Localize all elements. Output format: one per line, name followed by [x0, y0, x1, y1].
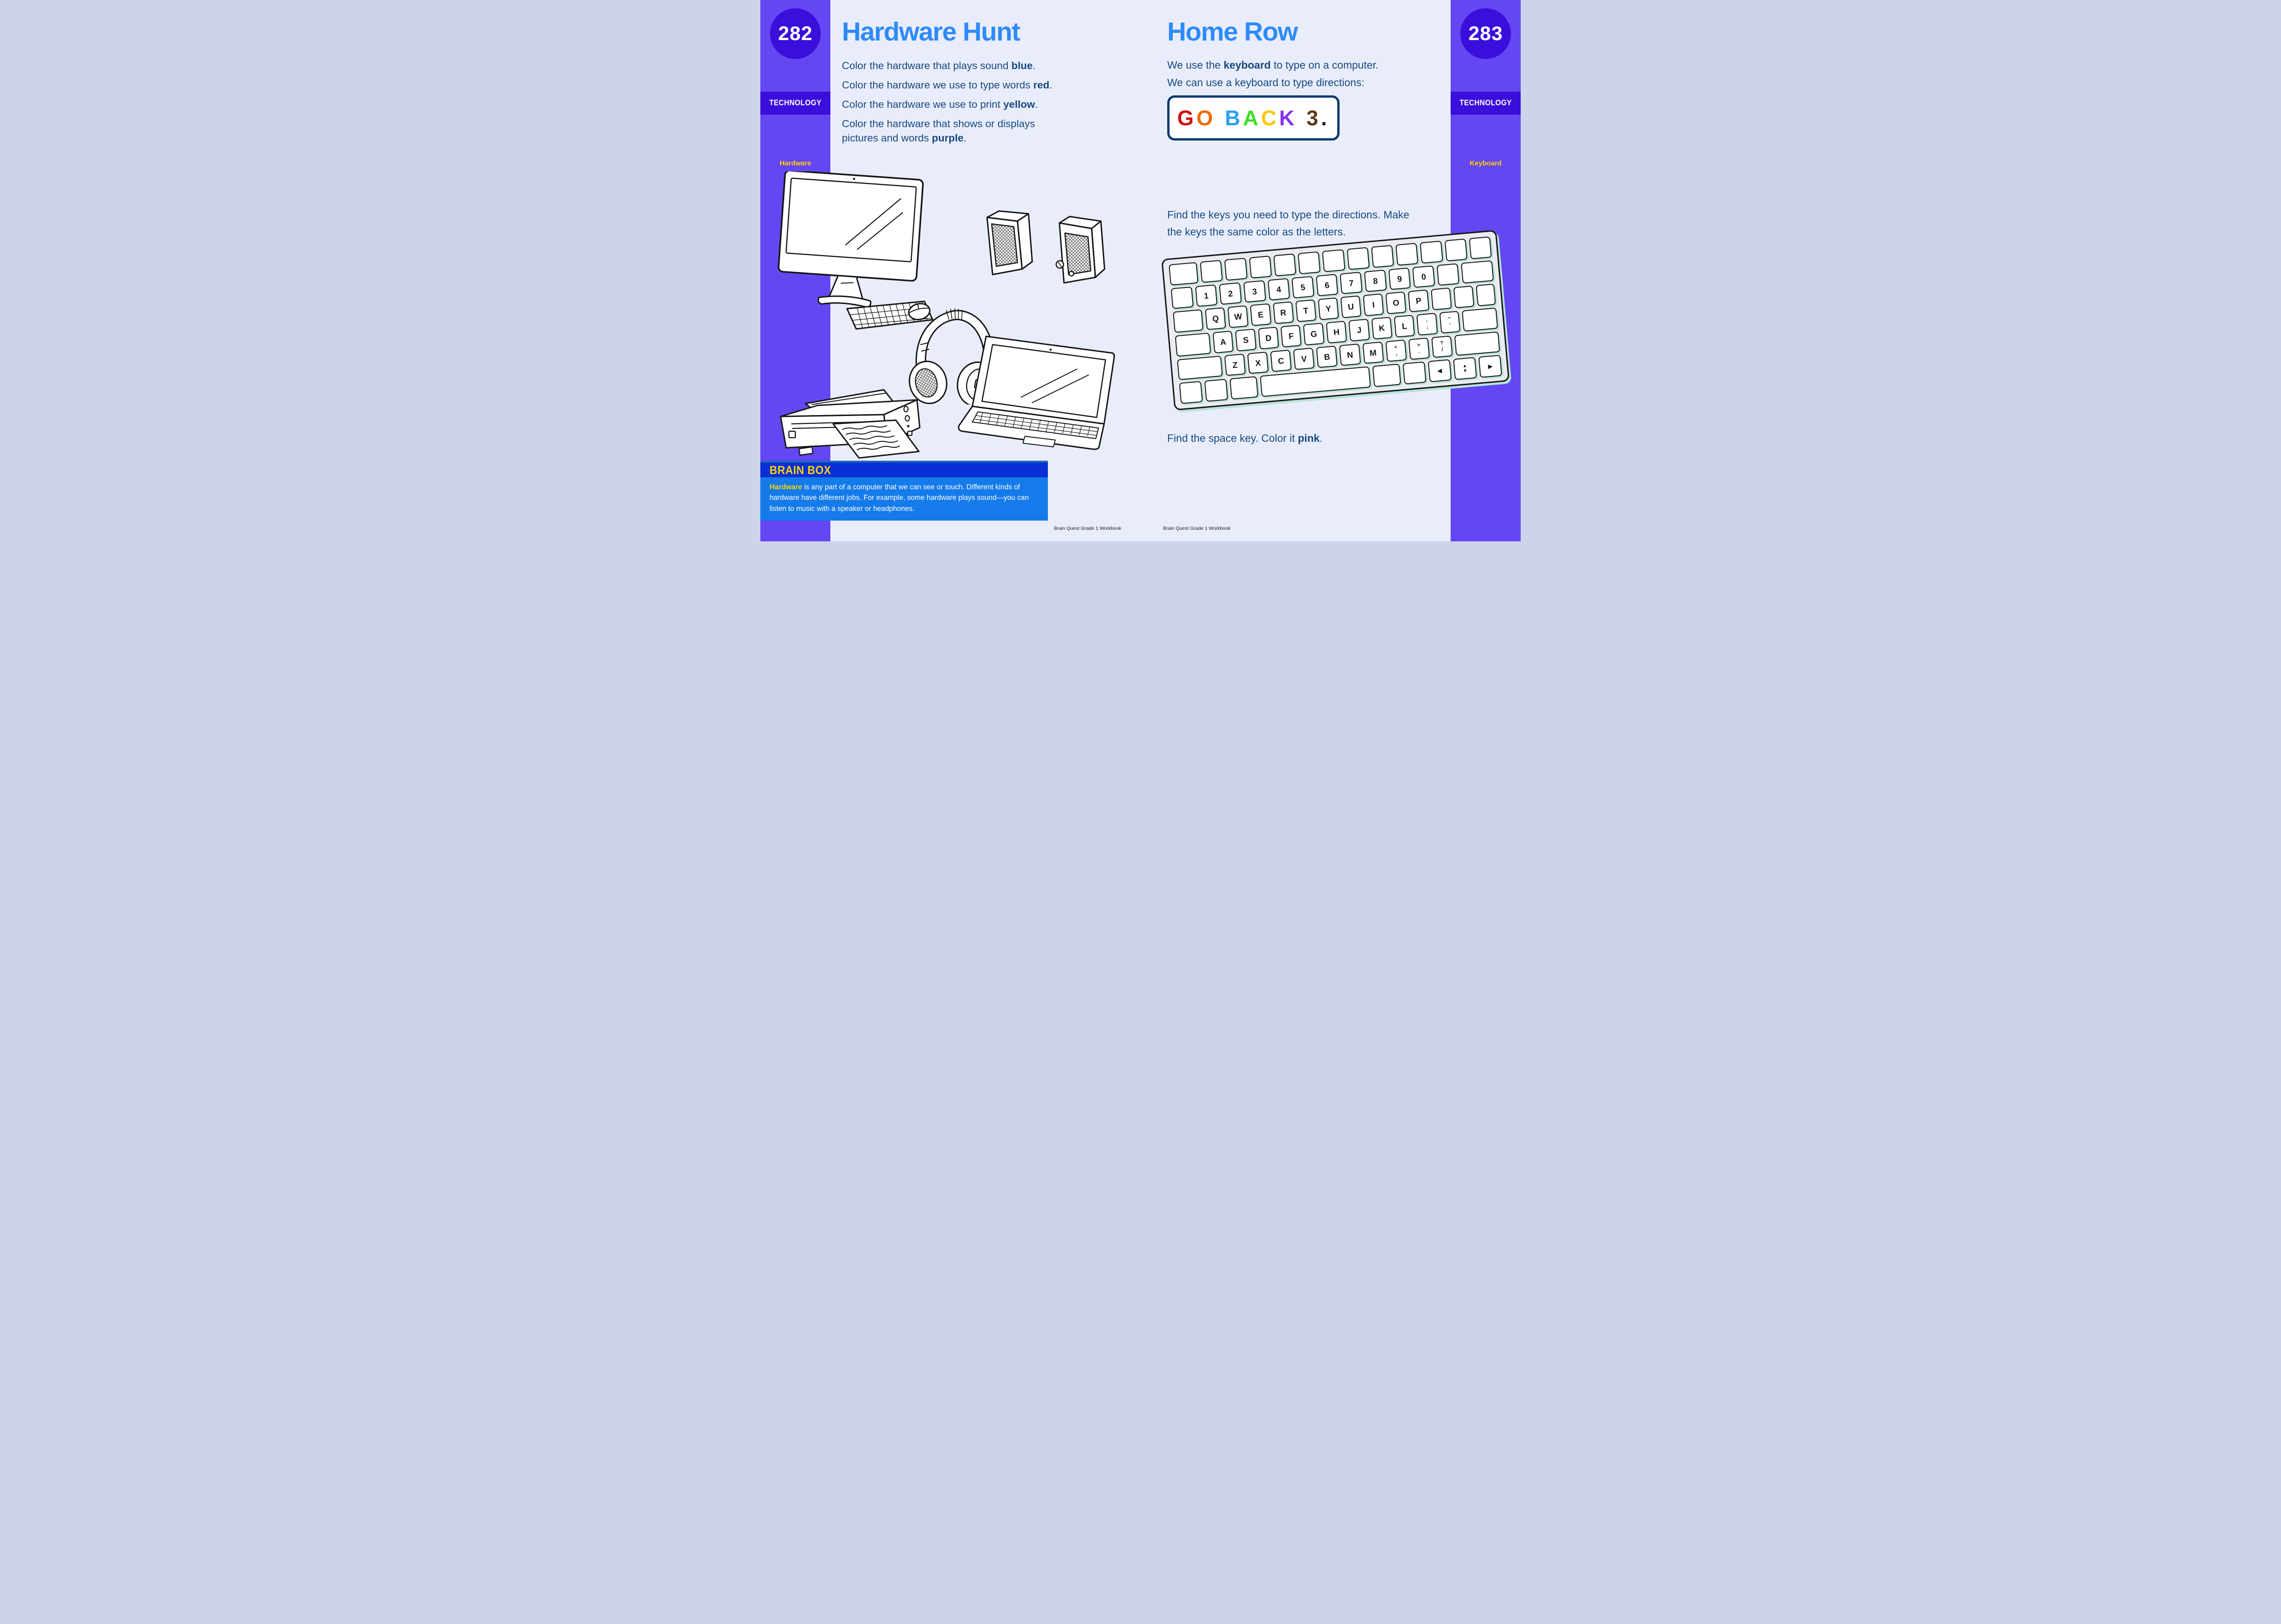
brain-box-term: Hardware — [770, 483, 802, 491]
key-V: V — [1293, 347, 1315, 370]
intro-line: We can use a keyboard to type directions: — [1167, 76, 1364, 88]
blank-key — [1177, 356, 1223, 381]
blank-key — [1173, 310, 1204, 333]
key-4: 4 — [1267, 278, 1290, 300]
key-▶: ▶ — [1478, 355, 1502, 378]
key-◀: ◀ — [1428, 359, 1452, 382]
key-J: J — [1348, 319, 1370, 341]
direction-letter: C — [1261, 106, 1279, 130]
key-C: C — [1270, 350, 1292, 372]
blank-key — [1420, 240, 1443, 264]
left-footer: Brain Quest Grade 1 Workbook — [1054, 526, 1122, 531]
workbook-spread — [760, 0, 1521, 541]
key-W: W — [1228, 305, 1249, 328]
key-5: 5 — [1292, 276, 1314, 299]
blank-key — [1249, 256, 1272, 279]
blank-key — [1430, 287, 1452, 310]
key-▼: ▲ ▼ — [1453, 357, 1477, 380]
blank-key — [1395, 243, 1418, 266]
key-7: 7 — [1340, 271, 1363, 294]
key-/: ? / — [1431, 335, 1453, 358]
right-section-band — [1451, 92, 1521, 115]
direction-letter: K — [1279, 106, 1298, 130]
left-page-number: 282 — [778, 22, 813, 45]
blank-key — [1169, 262, 1199, 286]
right-footer: Brain Quest Grade 1 Workbook — [1163, 526, 1231, 531]
blank-key — [1204, 379, 1228, 402]
key-I: I — [1363, 293, 1384, 316]
blank-key — [1372, 364, 1401, 387]
brain-box-body: Hardware is any part of a computer that we can see or touch. Different kinds of hardware have different jobs. For example, some hardware plays sound—you can listen to music with a speaker or headphones. — [760, 477, 1048, 521]
blank-key — [1469, 236, 1492, 259]
blank-key — [1229, 376, 1258, 400]
direction-letter: 3 — [1306, 106, 1321, 130]
intro-line: We use the keyboard to type on a computer. — [1167, 59, 1379, 71]
instruction-line: Color the hardware that plays sound blue. — [842, 60, 1036, 71]
key-,: < , — [1385, 340, 1407, 362]
key-.: > . — [1408, 337, 1430, 360]
right-topic-label: Keyboard — [1470, 159, 1502, 167]
left-section-label: TECHNOLOGY — [769, 98, 822, 108]
blank-key — [1171, 287, 1193, 309]
instruction-line: Color the hardware that shows or displays — [842, 118, 1035, 129]
direction-word — [1177, 106, 1330, 130]
printer-illustration — [773, 385, 926, 459]
blank-key — [1462, 307, 1498, 331]
blank-key — [1476, 284, 1496, 306]
key-T: T — [1295, 299, 1317, 322]
direction-letter: . — [1321, 106, 1330, 130]
speakers-illustration — [982, 207, 1121, 299]
blank-key — [1453, 286, 1474, 308]
key-A: A — [1212, 331, 1234, 353]
key-9: 9 — [1388, 267, 1411, 290]
key-H: H — [1326, 321, 1347, 343]
key-;: : ; — [1417, 313, 1438, 335]
blank-key — [1461, 260, 1494, 284]
blank-key — [1200, 260, 1223, 283]
blank-key — [1444, 239, 1467, 262]
left-section-band — [760, 92, 830, 115]
right-intro — [1167, 56, 1379, 91]
left-instructions — [842, 59, 1052, 145]
key-P: P — [1408, 290, 1429, 312]
blank-key — [1454, 331, 1500, 356]
instruction-line: Color the hardware we use to type words red. — [842, 79, 1052, 91]
space-key-prompt: Find the space key. Color it pink. — [1167, 432, 1323, 444]
right-page-title: Home Row — [1167, 17, 1298, 47]
blank-key — [1298, 252, 1321, 275]
key-S: S — [1235, 328, 1256, 351]
direction-letter: A — [1243, 106, 1261, 130]
key-8: 8 — [1364, 270, 1387, 292]
left-page-number-badge — [770, 8, 821, 59]
laptop-illustration — [956, 334, 1122, 454]
right-page-number: 283 — [1468, 22, 1503, 45]
key-2: 2 — [1219, 282, 1241, 305]
key-G: G — [1303, 322, 1324, 345]
key-Y: Y — [1318, 298, 1339, 320]
blank-key — [1371, 245, 1394, 268]
keyboard-illustration — [1161, 230, 1510, 410]
blank-key — [1436, 263, 1459, 286]
key-E: E — [1250, 304, 1271, 326]
direction-letter: O — [1196, 106, 1216, 130]
key-N: N — [1339, 343, 1361, 366]
blank-key — [1322, 249, 1345, 272]
blank-key — [1346, 247, 1370, 270]
key-K: K — [1371, 317, 1393, 340]
key-D: D — [1258, 327, 1279, 349]
direction-word-box — [1167, 95, 1340, 141]
instruction-line: Color the hardware we use to print yellow. — [842, 99, 1038, 110]
brain-box-header — [760, 461, 1048, 477]
key-6: 6 — [1316, 274, 1338, 296]
key-‘: “ ‘ — [1439, 311, 1460, 334]
brain-box-title: BRAIN BOX — [770, 463, 831, 476]
blank-key — [1179, 381, 1203, 404]
left-topic-label: Hardware — [779, 159, 811, 167]
key-1: 1 — [1195, 284, 1217, 307]
direction-letter: G — [1177, 106, 1197, 130]
left-page-title: Hardware Hunt — [842, 17, 1020, 47]
brain-box — [760, 461, 1048, 521]
right-section-label: TECHNOLOGY — [1459, 98, 1512, 108]
blank-key — [1224, 258, 1247, 281]
blank-key — [1403, 362, 1427, 385]
key-3: 3 — [1243, 280, 1266, 303]
blank-key — [1273, 253, 1296, 276]
blank-key — [1175, 333, 1211, 357]
key-F: F — [1281, 325, 1302, 347]
key-R: R — [1273, 301, 1294, 324]
instruction-line: pictures and words purple. — [842, 132, 967, 144]
key-M: M — [1362, 341, 1384, 364]
key-X: X — [1247, 352, 1269, 374]
find-keys-text: Find the keys you need to type the directions. Make the keys the same color as the letters. — [1167, 209, 1410, 238]
key-0: 0 — [1412, 265, 1435, 288]
key-B: B — [1316, 346, 1338, 368]
key-U: U — [1340, 296, 1362, 318]
key-Z: Z — [1224, 353, 1246, 376]
direction-letter: B — [1225, 106, 1243, 130]
right-page-number-badge — [1460, 8, 1511, 59]
key-Q: Q — [1205, 307, 1226, 330]
key-O: O — [1386, 292, 1407, 314]
key-L: L — [1394, 315, 1415, 337]
